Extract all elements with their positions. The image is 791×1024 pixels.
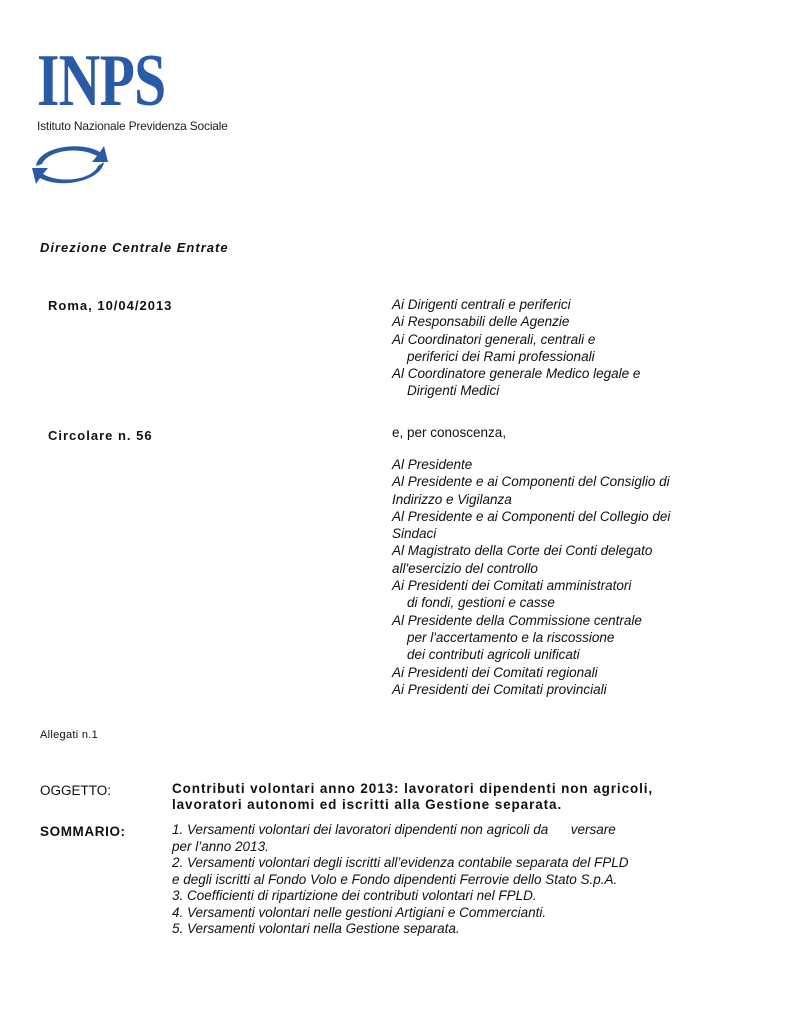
direction-title: Direzione Centrale Entrate <box>40 240 229 255</box>
subject-line: Contributi volontari anno 2013: lavoratori dipendenti non agricoli, <box>172 781 654 796</box>
subject-line: lavoratori autonomi ed iscritti alla Gestione separata. <box>172 797 563 812</box>
recipient-cc-line: Ai Presidenti dei Comitati amministratori <box>392 578 632 594</box>
recipient-cc-line: Al Presidente <box>392 457 473 472</box>
summary-line: 3. Coefficienti di ripartizione dei contributi volontari nel FPLD. <box>172 888 537 903</box>
summary-line: 2. Versamenti volontari degli iscritti all’evidenza contabile separata del FPLD <box>172 855 629 870</box>
inps-logo: INPS <box>37 40 166 122</box>
summary-list <box>172 822 752 938</box>
summary-line: 5. Versamenti volontari nella Gestione separata. <box>172 921 460 936</box>
recipient-line: Ai Dirigenti centrali e periferici <box>392 297 571 312</box>
arrow-top <box>36 146 108 166</box>
recipient-cc-line: Ai Presidenti dei Comitati regionali <box>392 664 598 680</box>
date: Roma, 10/04/2013 <box>48 298 173 313</box>
recipient-cc-line: per l'accertamento e la riscossione <box>407 629 615 645</box>
summary-line: per l’anno 2013. <box>172 838 269 854</box>
recipient-cc-line: Ai Presidenti dei Comitati provinciali <box>392 681 607 697</box>
recipients-block <box>392 296 772 400</box>
attachments-note: Allegati n.1 <box>40 729 99 741</box>
recipient-line: Ai Responsabili delle Agenzie <box>392 314 570 330</box>
logo-subtitle: Istituto Nazionale Previdenza Sociale <box>37 119 228 133</box>
recipient-line: Al Coordinatore generale Medico legale e <box>392 366 641 382</box>
recipient-cc-line: di fondi, gestioni e casse <box>407 595 555 611</box>
recipient-line: Ai Coordinatori generali, centrali e <box>392 331 596 347</box>
arrow-bottom <box>32 162 104 184</box>
recipient-cc-line: all'esercizio del controllo <box>392 560 538 576</box>
recipient-cc-line: dei contributi agricoli unificati <box>407 647 580 663</box>
subject-text <box>172 781 653 813</box>
recipient-cc-line: Al Presidente e ai Componenti del Consiglio di <box>392 474 670 490</box>
summary-line: 1. Versamenti volontari dei lavoratori dipendenti non agricoli da versare <box>172 822 616 837</box>
recipient-cc-line: Sindaci <box>392 526 437 542</box>
summary-line: 4. Versamenti volontari nelle gestioni Artigiani e Commercianti. <box>172 904 547 920</box>
circular-number: Circolare n. 56 <box>48 428 153 443</box>
recipient-cc-line: Indirizzo e Vigilanza <box>392 491 512 507</box>
summary-label: SOMMARIO: <box>40 824 126 839</box>
recipient-line: Dirigenti Medici <box>407 383 500 399</box>
recipient-line: periferici dei Rami professionali <box>407 348 595 364</box>
recipient-cc-line: Al Presidente della Commissione centrale <box>392 612 642 628</box>
recipient-cc-line: Al Magistrato della Corte dei Conti delegato <box>392 543 653 559</box>
summary-line: e degli iscritti al Fondo Volo e Fondo dipendenti Ferrovie dello Stato S.p.A. <box>172 871 618 887</box>
recipients-cc-block <box>392 456 772 698</box>
for-knowledge: e, per conoscenza, <box>392 425 507 440</box>
subject-label: OGGETTO: <box>40 783 112 798</box>
recipient-cc-line: Al Presidente e ai Componenti del Collegio dei <box>392 508 671 524</box>
circular-arrows-icon <box>28 140 112 195</box>
